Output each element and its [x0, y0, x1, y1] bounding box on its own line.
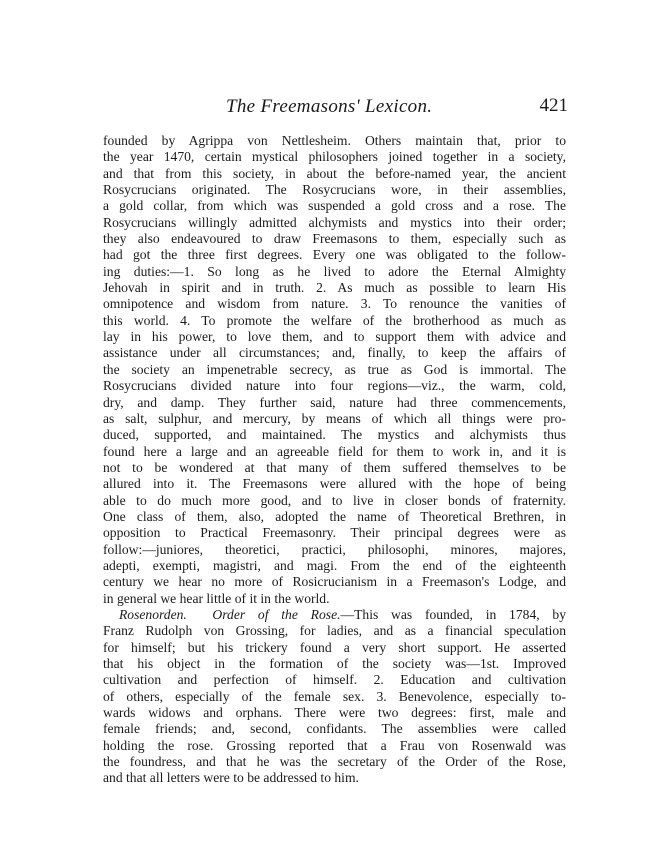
text-line: Rosycrucians willingly admitted alchymists and mystics into their order; [103, 214, 566, 230]
text-line: founded by Agrippa von Nettlesheim. Others maintain that, prior to [103, 133, 566, 148]
entry-line: that his object in the formation of the society was—1st. Improved [103, 656, 566, 671]
running-title: The Freemasons' Lexicon. [226, 96, 433, 117]
entry-line: wards widows and orphans. There were two degrees: first, male and [103, 705, 566, 721]
text-line: One class of them, also, adopted the name of Theoretical Brethren, in [103, 508, 566, 524]
entry-line: cultivation and perfection of himself. 2. Education and cultivation [103, 672, 566, 688]
text-line: duced, supported, and maintained. The mystics and alchymists thus [103, 427, 566, 443]
text-line: the year 1470, certain mystical philosophers joined together in a society, [103, 149, 566, 165]
entry-line: and that all letters were to be addressed to him. [103, 770, 359, 786]
text-line: not to be wondered at that many of them suffered themselves to be [103, 459, 566, 475]
text-line: in general we hear little of it in the world. [103, 590, 330, 606]
text-line: lay in his power, to love them, and to support them with advice and [103, 329, 566, 345]
entry-first-line-text: —This was founded, in 1784, by [340, 606, 567, 622]
text-line: dry, and damp. They further said, nature had three commencements, [103, 394, 566, 410]
text-line: the society an impenetrable secrecy, as true as God is immortal. The [103, 361, 566, 377]
text-line: century we hear no more of Rosicrucianism in a Freemason's Lodge, and [103, 574, 566, 590]
text-line: as salt, sulphur, and mercury, by means of which all things were pro- [103, 410, 566, 426]
page-number: 421 [539, 95, 568, 116]
text-line: ing duties:—1. So long as he lived to adore the Eternal Almighty [103, 263, 566, 279]
text-line: opposition to Practical Freemasonry. Their principal degrees were as [103, 525, 566, 541]
entry-line: the foundress, and that he was the secretary of the Order of the Rose, [103, 754, 566, 770]
text-line: Rosycrucians originated. The Rosycrucians wore, in their assemblies, [103, 182, 566, 198]
running-head [100, 96, 570, 122]
text-line: this world. 4. To promote the welfare of the brotherhood as much as [103, 312, 566, 328]
text-line: had got the three first degrees. Every one was obligated to the follow- [103, 247, 566, 263]
text-line: adepti, exempti, magistri, and magi. From the end of the eighteenth [103, 557, 566, 573]
entry-line: female friends; and, second, confidants. The assemblies were called [103, 721, 566, 737]
text-line: they also endeavoured to draw Freemasons to them, especially such as [103, 231, 566, 247]
entry-line: holding the rose. Grossing reported that a Frau von Rosenwald was [103, 737, 566, 753]
entry-headword: Rosenorden. [119, 606, 187, 622]
body-text [103, 133, 566, 787]
entry-first-line [103, 607, 566, 623]
entry-line: for himself; but his trickery found a very short support. He asserted [103, 639, 566, 655]
entry-line: of others, especially of the female sex. 3. Benevolence, especially to- [103, 688, 566, 704]
text-line: Jehovah in spirit and in truth. 2. As much as possible to learn His [103, 280, 566, 296]
text-line: allured into it. The Freemasons were allured with the hope of being [103, 476, 566, 492]
text-line: follow:—juniores, theoretici, practici, philosophi, minores, majores, [103, 541, 566, 557]
text-line: a gold collar, from which was suspended a gold cross and a rose. The [103, 198, 566, 214]
entry-line: Franz Rudolph von Grossing, for ladies, and as a financial speculation [103, 623, 566, 639]
text-line: Rosycrucians divided nature into four regions—viz., the warm, cold, [103, 378, 566, 394]
text-line: able to do much more good, and to live in closer bonds of fraternity. [103, 492, 566, 508]
text-line: found here a large and an agreeable field for them to work in, and it is [103, 443, 566, 459]
text-line: assistance under all circumstances; and, finally, to keep the affairs of [103, 345, 566, 361]
entry-subtitle: Order of the Rose. [212, 606, 341, 622]
text-line: omnipotence and wisdom from nature. 3. To renounce the vanities of [103, 296, 566, 312]
text-line: and that from this society, in about the before-named year, the ancient [103, 165, 566, 181]
